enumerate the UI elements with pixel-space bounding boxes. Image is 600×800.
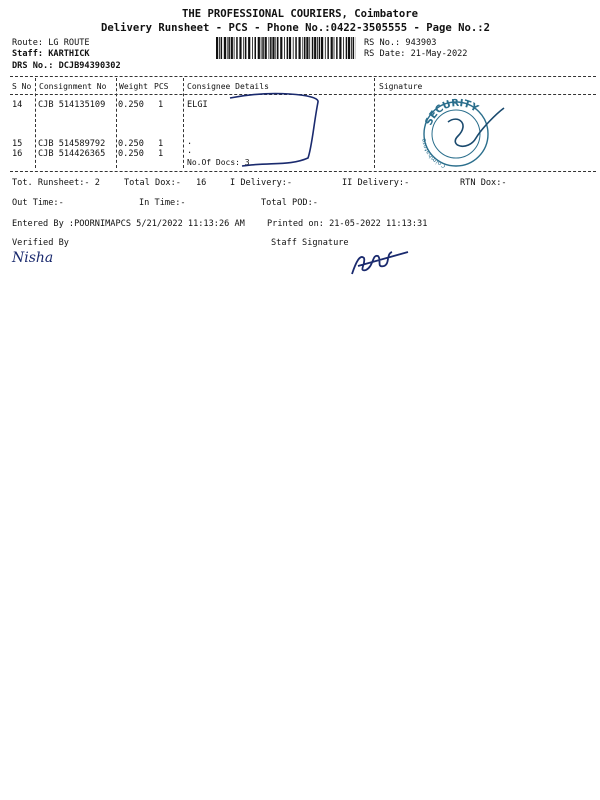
- row-pcs: 1: [158, 149, 164, 159]
- stamp-text-top: SECURITY: [423, 97, 481, 128]
- total-pod: Total POD:-: [261, 198, 318, 208]
- rs-number: RS No.: 943903: [364, 38, 437, 48]
- total-runsheet: Tot. Runsheet:- 2: [12, 178, 100, 188]
- barcode-bar: [284, 37, 285, 59]
- barcode-bar: [243, 37, 244, 59]
- barcode-bar: [325, 37, 326, 59]
- barcode-bar: [252, 37, 253, 59]
- row-sno: 14: [12, 100, 23, 110]
- col-header-weight: Weight: [119, 82, 148, 91]
- row-pcs: 1: [158, 139, 164, 149]
- barcode-bar: [334, 37, 335, 59]
- barcode-bar: [309, 37, 310, 59]
- barcode-bar: [339, 37, 341, 59]
- row-sno: 16: [12, 149, 23, 159]
- barcode-bar: [295, 37, 297, 59]
- staff-label: Staff: KARTHICK: [12, 49, 90, 59]
- column-separator: [183, 78, 184, 168]
- barcode-bar: [269, 37, 270, 59]
- barcode-bar: [228, 37, 230, 59]
- row-sno: 15: [12, 139, 23, 149]
- column-separator: [374, 78, 375, 168]
- barcode-bar: [248, 37, 250, 59]
- barcode-bar: [287, 37, 289, 59]
- barcode-bar: [314, 37, 316, 59]
- verified-by-label: Verified By: [12, 238, 69, 248]
- company-name: THE PROFESSIONAL COURIERS, Coimbatore: [182, 8, 418, 20]
- row-details: ELGI: [187, 100, 208, 110]
- barcode-bar: [293, 37, 294, 59]
- docs-count: No.Of Docs: 3: [187, 158, 250, 167]
- barcode-bar: [265, 37, 267, 59]
- barcode-bar: [280, 37, 282, 59]
- runsheet-subtitle: Delivery Runsheet - PCS - Phone No.:0422-3505555 - Page No.:2: [101, 22, 491, 34]
- row-details: .: [187, 137, 193, 147]
- barcode-bar: [262, 37, 264, 59]
- barcode-bar: [351, 37, 352, 59]
- column-separator: [116, 78, 117, 168]
- column-separator: [35, 78, 36, 168]
- barcode-bar: [348, 37, 350, 59]
- total-dox-value: 16: [196, 178, 207, 188]
- col-header-sno: S No: [12, 82, 32, 91]
- barcode-bar: [255, 37, 257, 59]
- barcode-bar: [219, 37, 220, 59]
- barcode-bar: [319, 37, 321, 59]
- divider-summary: [10, 171, 596, 172]
- barcode-bar: [306, 37, 308, 59]
- barcode-bar: [234, 37, 235, 59]
- row-pcs: 1: [158, 100, 164, 110]
- barcode-bar: [346, 37, 348, 59]
- barcode-bar: [277, 37, 279, 59]
- col-header-signature: Signature: [379, 82, 423, 91]
- staff-signature-scribble: [346, 246, 416, 280]
- barcode-graphic: [216, 37, 356, 59]
- col-header-consignee: Consignee Details: [187, 82, 269, 91]
- barcode-bar: [343, 37, 344, 59]
- barcode-bar: [317, 37, 318, 59]
- barcode-bar: [327, 37, 329, 59]
- i-delivery: I Delivery:-: [230, 178, 293, 188]
- barcode-bar: [239, 37, 241, 59]
- rs-date: RS Date: 21-May-2022: [364, 49, 468, 59]
- barcode-bar: [275, 37, 276, 59]
- row-consignment: CJB 514426365: [38, 149, 106, 159]
- row-weight: 0.250: [118, 149, 144, 159]
- barcode-bar: [289, 37, 291, 59]
- out-time: Out Time:-: [12, 198, 64, 208]
- in-time: In Time:-: [139, 198, 186, 208]
- barcode-bar: [312, 37, 314, 59]
- col-header-consignment: Consignment No: [39, 82, 107, 91]
- printed-on: Printed on: 21-05-2022 11:13:31: [267, 219, 428, 229]
- ii-delivery: II Delivery:-: [342, 178, 410, 188]
- pen-bracket-mark: [190, 92, 330, 172]
- barcode-bar: [258, 37, 260, 59]
- security-stamp: [408, 94, 508, 174]
- barcode-bar: [270, 37, 272, 59]
- barcode-bar: [224, 37, 226, 59]
- barcode-bar: [272, 37, 274, 59]
- entered-by: Entered By :POORNIMAPCS 5/21/2022 11:13:26 AM: [12, 219, 245, 229]
- barcode-bar: [236, 37, 238, 59]
- stamp-text-left: Coimbatore: [420, 138, 447, 169]
- barcode-bar: [321, 37, 323, 59]
- barcode-bar: [331, 37, 333, 59]
- barcode-bar: [336, 37, 338, 59]
- barcode-bar: [304, 37, 306, 59]
- route-label: Route: LG ROUTE: [12, 38, 90, 48]
- row-details: .: [187, 146, 193, 156]
- barcode-bar: [227, 37, 228, 59]
- barcode-bar: [245, 37, 247, 59]
- row-consignment: CJB 514589792: [38, 139, 106, 149]
- barcode-bar: [221, 37, 223, 59]
- total-dox-label: Total Dox:-: [124, 178, 181, 188]
- barcode-bar: [299, 37, 301, 59]
- rtn-dox: RTN Dox:-: [460, 178, 507, 188]
- col-header-pcs: PCS: [154, 82, 169, 91]
- barcode-bar: [353, 37, 355, 59]
- divider-top: [10, 76, 596, 77]
- barcode-bar: [302, 37, 303, 59]
- barcode-bar: [231, 37, 233, 59]
- drs-number: DRS No.: DCJB94390302: [12, 61, 121, 71]
- row-consignment: CJB 514135109: [38, 100, 106, 110]
- barcode-bar: [216, 37, 218, 59]
- svg-text:SECURITY: [424, 98, 481, 127]
- staff-signature-label: Staff Signature: [271, 238, 349, 248]
- row-weight: 0.250: [118, 139, 144, 149]
- verifier-handwriting: Nisha: [12, 250, 54, 266]
- row-weight: 0.250: [118, 100, 144, 110]
- barcode-bar: [261, 37, 262, 59]
